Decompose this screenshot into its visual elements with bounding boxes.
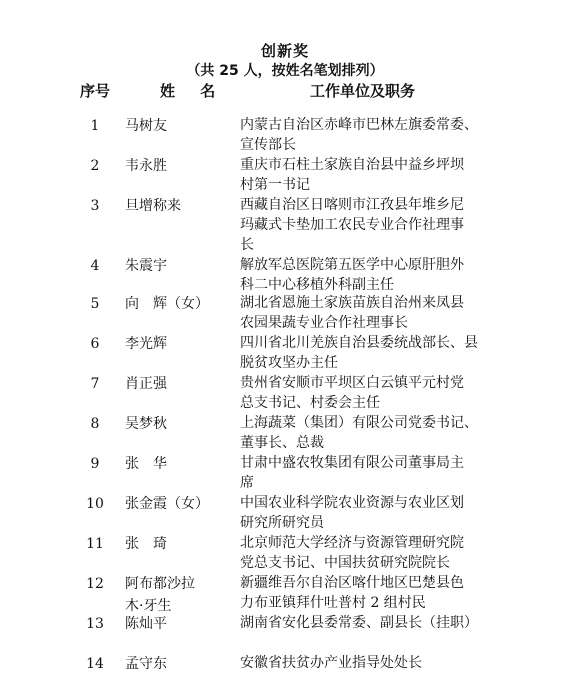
work-unit-and-position: 重庆市石柱土家族自治县中益乡坪坝 村第一书记: [240, 157, 464, 193]
awardee-name: 李光辉: [125, 336, 167, 352]
awardee-name: 朱震宇: [125, 258, 167, 274]
serial-number: 11: [86, 536, 104, 552]
work-unit-and-position: 新疆维吾尔自治区喀什地区巴楚县色 力布亚镇拜什吐普村 2 组村民: [240, 575, 464, 611]
serial-number: 5: [90, 296, 100, 312]
awardee-name: 吴梦秋: [125, 416, 167, 432]
awardee-name: 张 华: [125, 456, 167, 472]
work-unit-and-position: 四川省北川羌族自治县委统战部长、县 脱贫攻坚办主任: [240, 335, 478, 371]
serial-number: 13: [86, 616, 104, 632]
awardee-name: 韦永胜: [125, 158, 167, 174]
serial-number: 8: [90, 416, 100, 432]
awardee-name: 张 琦: [125, 536, 167, 552]
serial-number: 2: [90, 158, 100, 174]
work-unit-and-position: 上海蔬菜（集团）有限公司党委书记、 董事长、总裁: [240, 415, 478, 451]
awardee-name: 阿布都沙拉 木·牙生: [125, 576, 195, 614]
header-serial-number: 序号: [80, 82, 111, 100]
awardee-name: 向 辉（女）: [125, 296, 209, 312]
award-title: 创新奖: [260, 42, 309, 60]
work-unit-and-position: 安徽省扶贫办产业指导处处长: [240, 655, 422, 671]
serial-number: 6: [90, 336, 100, 352]
serial-number: 14: [86, 656, 104, 672]
work-unit-and-position: 内蒙古自治区赤峰市巴林左旗委常委、 宣传部长: [240, 117, 478, 153]
work-unit-and-position: 西藏自治区日喀则市江孜县年堆乡尼 玛藏式卡垫加工农民专业合作社理事 长: [240, 197, 464, 253]
work-unit-and-position: 中国农业科学院农业资源与农业区划 研究所研究员: [240, 495, 464, 531]
work-unit-and-position: 甘肃中盛农牧集团有限公司董事局主 席: [240, 455, 464, 491]
awardee-name: 旦增称来: [125, 198, 181, 214]
header-work-unit: 工作单位及职务: [310, 82, 416, 100]
work-unit-and-position: 北京师范大学经济与资源管理研究院 党总支书记、中国扶贫研究院院长: [240, 535, 464, 571]
serial-number: 4: [90, 258, 100, 274]
work-unit-and-position: 贵州省安顺市平坝区白云镇平元村党 总支书记、村委会主任: [240, 375, 464, 411]
award-subtitle: （共 25 人，按姓名笔划排列）: [186, 63, 384, 79]
serial-number: 3: [90, 198, 100, 214]
serial-number: 7: [90, 376, 100, 392]
work-unit-and-position: 湖北省恩施土家族苗族自治州来凤县 农园果蔬专业合作社理事长: [240, 295, 464, 331]
serial-number: 1: [90, 118, 100, 134]
awardee-name: 马树友: [125, 118, 167, 134]
awardee-name: 肖正强: [125, 376, 167, 392]
header-name: 姓 名: [160, 82, 226, 100]
awardee-name: 陈灿平: [125, 616, 167, 632]
serial-number: 12: [86, 576, 104, 592]
work-unit-and-position: 解放军总医院第五医学中心原肝胆外 科二中心移植外科副主任: [240, 257, 464, 293]
serial-number: 10: [86, 496, 104, 512]
awardee-name: 孟守东: [125, 656, 167, 672]
serial-number: 9: [90, 456, 100, 472]
work-unit-and-position: 湖南省安化县委常委、副县长（挂职）: [240, 615, 478, 631]
awardee-name: 张金霞（女）: [125, 496, 209, 512]
